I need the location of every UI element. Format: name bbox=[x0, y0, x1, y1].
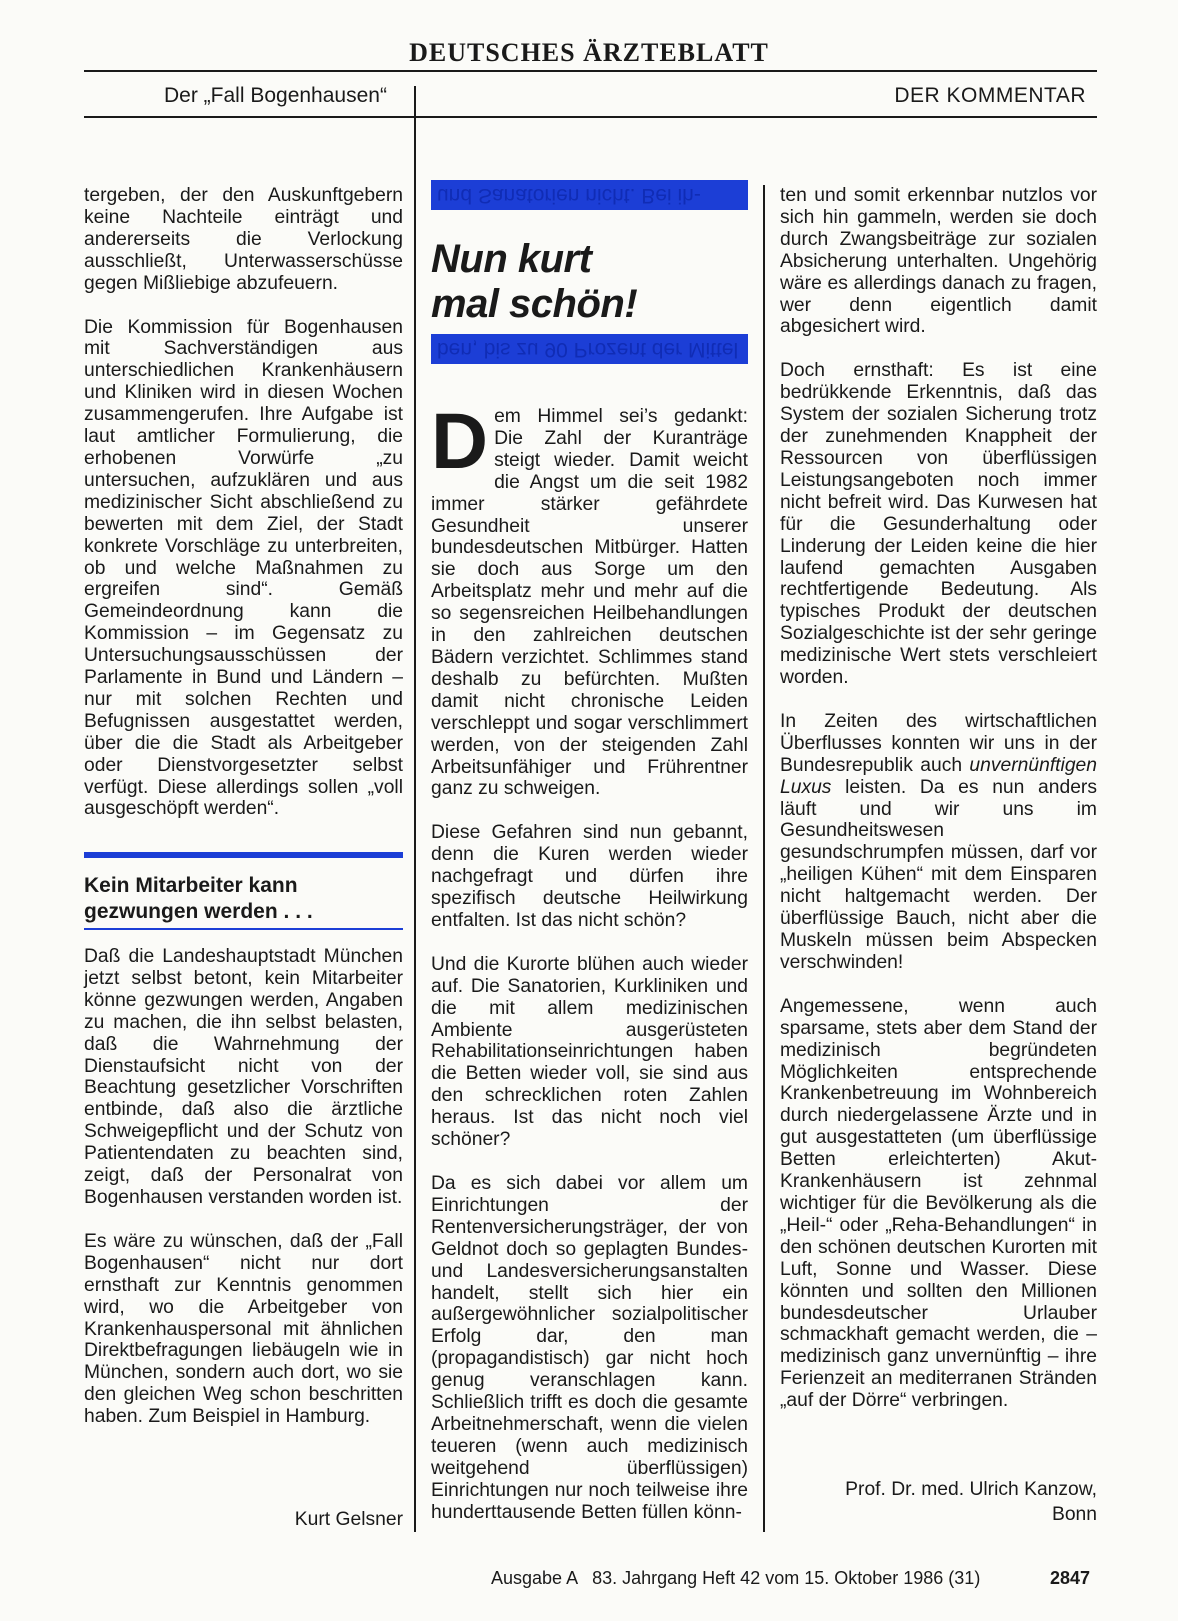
band-text: ben, bis zu 90 Prozent der Mittel bbox=[437, 338, 739, 361]
title-band-top bbox=[431, 180, 748, 210]
section-rule bbox=[84, 116, 1097, 118]
signature-name: Prof. Dr. med. Ulrich Kanzow, bbox=[845, 1479, 1097, 1500]
paragraph bbox=[431, 396, 748, 800]
paragraph: Da es sich dabei vor allem um Einrichtungen der Rentenversicherungsträger, der von Geldnot doch so geplagten Bundes- und Landesversicherungsanstalten handelt, stellt sich hier ein außergewöhnlicher sozialpolitischer Erfolg dar, den man (propagandistisch) gar nicht hoch genug veranschlagen kann. Schließlich trifft es doch die gesamte Arbeitnehmerschaft, wenn die vielen teueren (wenn auch medizinisch weitgehend überflüssigen) Einrichtungen nur noch teilweise ihre hunderttausende Betten füllen könn- bbox=[431, 1173, 748, 1523]
paragraph: Die Kommission für Bogenhausen mit Sachverständigen aus unterschiedlichen Krankenhäusern und Kliniken wird in diesen Wochen zusammengerufen. Ihre Aufgabe ist laut amtlicher Formulierung, die erhobenen Vorwürfe „zu untersuchen, aufzuklären und aus medizinischer Sicht abschließend zu bewerten mit dem Ziel, der Stadt konkrete Vorschläge zu unterbreiten, ob und welche Maßnahmen zu ergreifen sind“. Gemäß Gemeindeordnung kann die Kommission – im Gegensatz zu Untersuchungsausschüssen der Parlamente in Bund und Ländern – nur mit solchen Rechten und Befugnissen ausgestattet werden, über die die Stadt als Arbeitgeber oder Dienstvorgesetzter selbst verfügt. Diese allerdings sollen „voll ausgeschöpft werden“. bbox=[84, 316, 403, 820]
title-line: mal schön! bbox=[431, 282, 638, 326]
column-middle bbox=[431, 396, 748, 1524]
paragraph: Doch ernsthaft: Es ist eine bedrükkende Erkenntnis, daß das System der sozialen Sicherung trotz der zunehmenden Knappheit der Ressourcen von überflüssigen Leistungsangeboten noch immer nicht befreit wird. Das Kurwesen hat für die Gesunderhaltung oder Linderung der Leiden keine die hier laufend gemachten Ausgaben rechtfertigende Bedeutung. Als typisches Produkt der deutschen Sozialgeschichte ist der sehr geringe medizinische Wert stets verschleiert worden. bbox=[780, 360, 1097, 689]
subhead-bar bbox=[84, 852, 403, 858]
paragraph-text: In Zeiten des wirtschaftlichen Überflusses konnten wir uns in der Bundesrepublik auch bbox=[780, 710, 1097, 776]
masthead: DEUTSCHES ÄRZTEBLATT bbox=[409, 38, 769, 67]
column-right bbox=[780, 185, 1097, 1412]
column-left bbox=[84, 185, 403, 820]
section-title-left: Der „Fall Bogenhausen“ bbox=[164, 84, 387, 107]
paragraph: ten und somit erkennbar nutzlos vor sich hin gammeln, werden sie doch durch Zwangsbeiträge zur sozialen Absicherung unterhalten. Ungehörig wäre es allerdings danach zu fragen, wer denn eigentlich damit abgesichert wird. bbox=[780, 185, 1097, 338]
author-signature: Kurt Gelsner bbox=[294, 1509, 403, 1530]
paragraph: Diese Gefahren sind nun gebannt, denn die Kuren werden wieder nachgefragt und dürfen ihre spezifisch deutsche Heilwirkung entfalten. Ist das nicht schön? bbox=[431, 822, 748, 931]
column-divider-left bbox=[414, 86, 416, 1532]
emphasis: unvernünftigen Luxus bbox=[780, 754, 1097, 798]
subheading: Kein Mitarbeiter kann gezwungen werden . . . bbox=[84, 874, 313, 923]
paragraph bbox=[780, 711, 1097, 974]
paragraph: Daß die Landeshauptstadt München jetzt selbst betont, kein Mitarbeiter könne gezwungen werden, Angaben zu machen, die ihn selbst belasten, daß die Wahrnehmung der Dienstaufsicht nicht von der Beachtung gesetzlicher Vorschriften entbinde, daß also die ärztliche Schweigepflicht und der Schutz von Patientendaten zu beachten sind, zeigt, daß der Personalrat von Bogenhausen verstanden worden ist. bbox=[84, 946, 403, 1208]
column-divider-right bbox=[763, 185, 765, 1532]
section-title-right: DER KOMMENTAR bbox=[894, 84, 1086, 107]
paragraph: tergeben, der den Auskunftgebern keine Nachteile einträgt und andererseits die Verlockung ausschließt, Unterwasserschüsse gegen Mißliebige abzufeuern. bbox=[84, 185, 403, 294]
paragraph-text: leisten. Da es nun anders läuft und wir uns im Gesundheitswesen gesundschrumpfen müssen, darf vor „heiligen Kühen“ mit dem Einsparen nicht haltgemacht werden. Der überflüssige Bauch, nicht aber die Muskeln müssen beim Abspecken verschwinden! bbox=[780, 776, 1097, 973]
drop-cap: D bbox=[431, 396, 489, 485]
paragraph: Und die Kurorte blühen auch wieder auf. Die Sanatorien, Kurkliniken und die mit allem medizinischen Ambiente ausgerüsteten Rehabilitationseinrichtungen haben die Betten wieder voll, sie sind aus den schrecklichen roten Zahlen heraus. Ist das nicht noch viel schöner? bbox=[431, 953, 748, 1151]
paragraph-text: em Himmel sei’s gedankt: Die Zahl der Kuranträge steigt wieder. Damit weicht die Angst um die seit 1982 immer stärker gefährdete Gesundheit unserer bundesdeutschen Mitbürger. Hatten sie doch aus Sorge um den Arbeitsplatz mehr und mehr auf die so segensreichen Heilbehandlungen in den zahlreichen deutschen Bädern verzichtet. Schlimmes stand deshalb zu befürchten. Mußten damit nicht chronische Leiden verschleppt und sogar verschlimmert werden, von der steigenden Zahl Arbeitsunfähiger und Frührentner ganz zu schweigen. bbox=[431, 406, 748, 800]
masthead-rule bbox=[84, 70, 1097, 72]
signature-city: Bonn bbox=[1051, 1504, 1097, 1525]
column-left-lower bbox=[84, 946, 403, 1428]
title-band-bottom bbox=[431, 334, 748, 364]
footer-issue: Ausgabe A 83. Jahrgang Heft 42 vom 15. Oktober 1986 (31) bbox=[491, 1568, 981, 1588]
page-number: 2847 bbox=[1050, 1568, 1091, 1588]
author-signature bbox=[780, 1477, 1097, 1527]
subhead-rule bbox=[84, 928, 403, 930]
paragraph: Es wäre zu wünschen, daß der „Fall Bogenhausen“ nicht nur dort ernsthaft zur Kenntnis genommen wird, wo die Arbeitgeber von Krankenhauspersonal mit ähnlichen Direktbefragungen liebäugeln wie in München, sondern auch dort, wo sie den gleichen Weg schon beschritten haben. Zum Beispiel in Hamburg. bbox=[84, 1230, 403, 1428]
title-line: Nun kurt bbox=[431, 237, 592, 281]
paragraph: Angemessene, wenn auch sparsame, stets aber dem Stand der medizinisch begründeten Möglichkeiten entsprechende Krankenbetreuung im Wohnbereich durch niedergelassene Ärzte und in gut ausgestatteten (um überflüssige Betten erleichterten) Akut-Krankenhäusern ist zehnmal wichtiger für die Bevölkerung als die „Heil-“ oder „Reha-Behandlungen“ in den schönen deutschen Kurorten mit Luft, Sonne und Wasser. Diese könnten und sollten den Millionen bundesdeutscher Urlauber schmackhaft gemacht werden, die – medizinisch ganz unvernünftig – ihre Ferienzeit an mediterranen Stränden „auf der Dörre“ verbringen. bbox=[780, 995, 1097, 1412]
commentary-title bbox=[431, 237, 748, 327]
band-text: und Sanatorien nicht. Bei ih- bbox=[437, 184, 701, 207]
